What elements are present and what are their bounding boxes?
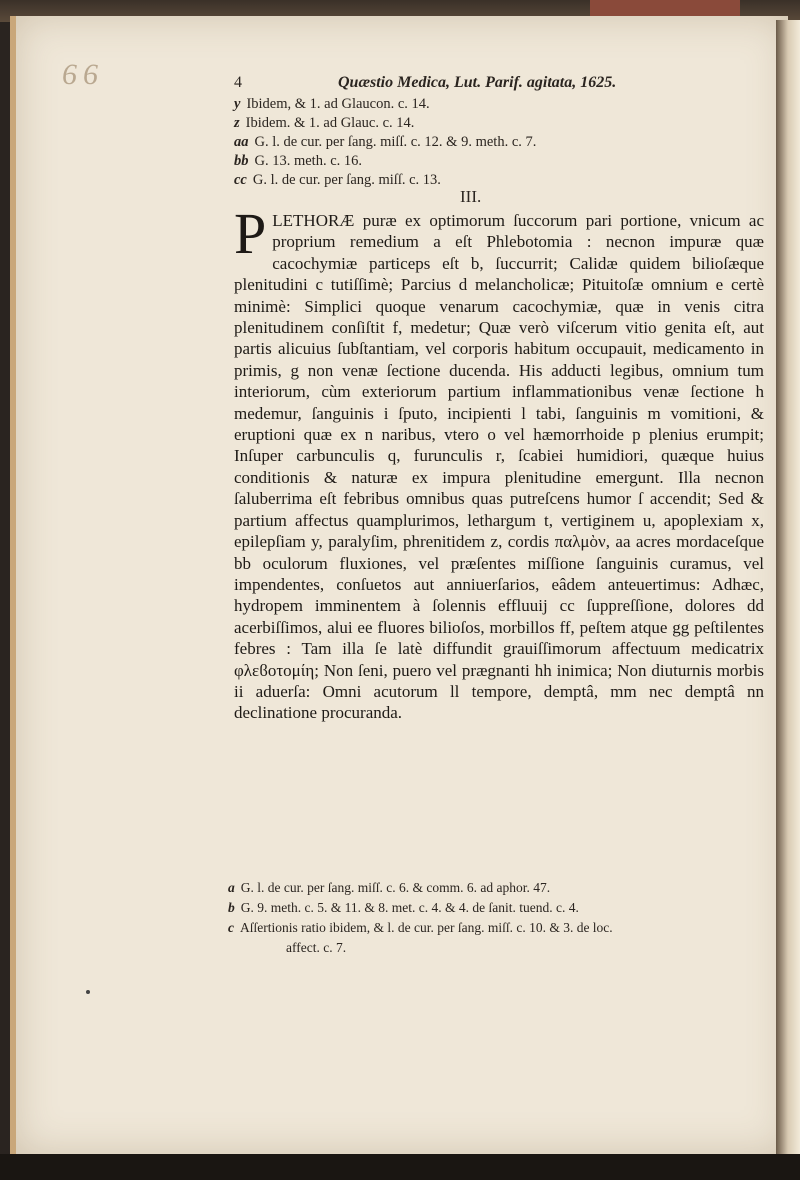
footnote-line [228, 878, 768, 898]
page-number: 4 [234, 74, 242, 91]
footnote-text: G. 9. meth. c. 5. & 11. & 8. met. c. 4. & 4. de ſanit. tuend. c. 4. [240, 900, 579, 915]
footnote-mark: c [228, 920, 234, 935]
footnotes [228, 878, 768, 958]
ink-marginalia: 66 [62, 58, 104, 91]
footnote-text: Ibidem. & 1. ad Glauc. c. 14. [245, 115, 415, 131]
footnote-line [234, 171, 734, 190]
footnote-mark: a [228, 880, 235, 895]
footnote-text: G. l. de cur. per ſang. miſſ. c. 12. & 9. meth. c. 7. [254, 134, 537, 150]
footnote-line [234, 95, 734, 114]
footnote-line [234, 152, 734, 171]
footnote-text: G. 13. meth. c. 16. [254, 153, 363, 169]
book-edge-bottom [0, 1154, 800, 1180]
footnote-mark: bb [234, 153, 249, 169]
footnote-text: affect. c. 7. [286, 940, 347, 955]
body-text: LETHORÆ puræ ex optimorum ſuccorum pari portione, vnicum ac proprium remedium a eſt Phlebotomia : necnon impuræ quæ cacochymiæ particeps eſt b, ſuccurrit; Calidæ quidem bilioſæque plenitudini c tutiſſimè; Parcius d melancholicæ; Pituitoſæ omnium e certè minimè: Simplici quoque venarum cacochymiæ, quæ in venis citra plenitudinem conſiſtit f, medetur; Quæ verò viſcerum vitio genita eſt, aut partis alicuius ſubſtantiam, vel corporis habitum occupauit, medicamento in primis, g non venæ ſectione ducenda. His adducti legibus, omnium tum interiorum, cùm exteriorum partium inflammationibus venæ ſectione h medemur, ſanguinis i ſputo, incipienti l tabi, ſanguinis m vomitioni, & eruptioni quæ ex n naribus, vtero o vel hæmorrhoide p plenius erumpit; Inſuper carbunculis q, furunculis r, ſcabiei humidiori, quæque huius conditionis & naturæ ex impura plenitudine emergunt. Illa necnon ſaluberrima eſt febribus omnibus quas putreſcens humor ſ accendit; Sed & partium affectus quamplurimos, lethargum t, vertiginem u, apoplexiam x, epilepſiam y, paralyſim, phrenitidem z, cordis παλμὸν, aa acres mordaceſque bb oculorum fluxiones, vel præſentes miſſione ſanguinis curamus, vel impendentes, conſuetos aut anniuerſarios, eâdem anteuertimus: Adhæc, hydropem imminentem à ſolennis effluuij cc ſuppreſſione, dolores dd acerbiſſimos, alui ee fluores bilioſos, morbillos ff, peſtem atque gg peſtilentes febres : Tam illa ſe latè diffundit grauiſſimorum affectuum medicatrix φλεϐοτομίη; Non ſeni, puero vel prægnanti hh inimica; Non diuturnis morbis ii aduerſa: Omni acutorum ll tempore, demptâ, mm nec demptâ nn declinatione procuranda. [234, 211, 764, 723]
footnote-mark: cc [234, 172, 247, 188]
running-title: Quæstio Medica, Lut. Parif. agitata, 1625. [338, 74, 617, 91]
footnote-text: G. l. de cur. per ſang. miſſ. c. 13. [252, 172, 441, 188]
drop-cap: P [234, 201, 267, 266]
footnotes-continued [234, 95, 734, 190]
footnote-text: G. l. de cur. per ſang. miſſ. c. 6. & comm. 6. ad aphor. 47. [240, 880, 551, 895]
running-head [234, 74, 664, 92]
page-fold-shadow [776, 20, 800, 1160]
footnote-text: Aſſertionis ratio ibidem, & l. de cur. per ſang. miſſ. c. 10. & 3. de loc. [240, 920, 613, 935]
footnote-line [228, 918, 768, 938]
footnote-mark: b [228, 900, 235, 915]
section-number: III. [460, 187, 482, 206]
body-paragraph [234, 201, 764, 724]
footnote-mark: aa [234, 134, 249, 150]
footnote-line [228, 898, 768, 918]
footnote-mark: y [234, 96, 241, 112]
footnote-line [234, 114, 734, 133]
footnote-line [228, 938, 768, 958]
footnote-mark: z [234, 115, 240, 131]
footnote-line [234, 133, 734, 152]
footnote-text: Ibidem, & 1. ad Glaucon. c. 14. [246, 96, 430, 112]
ink-speck [86, 990, 90, 994]
